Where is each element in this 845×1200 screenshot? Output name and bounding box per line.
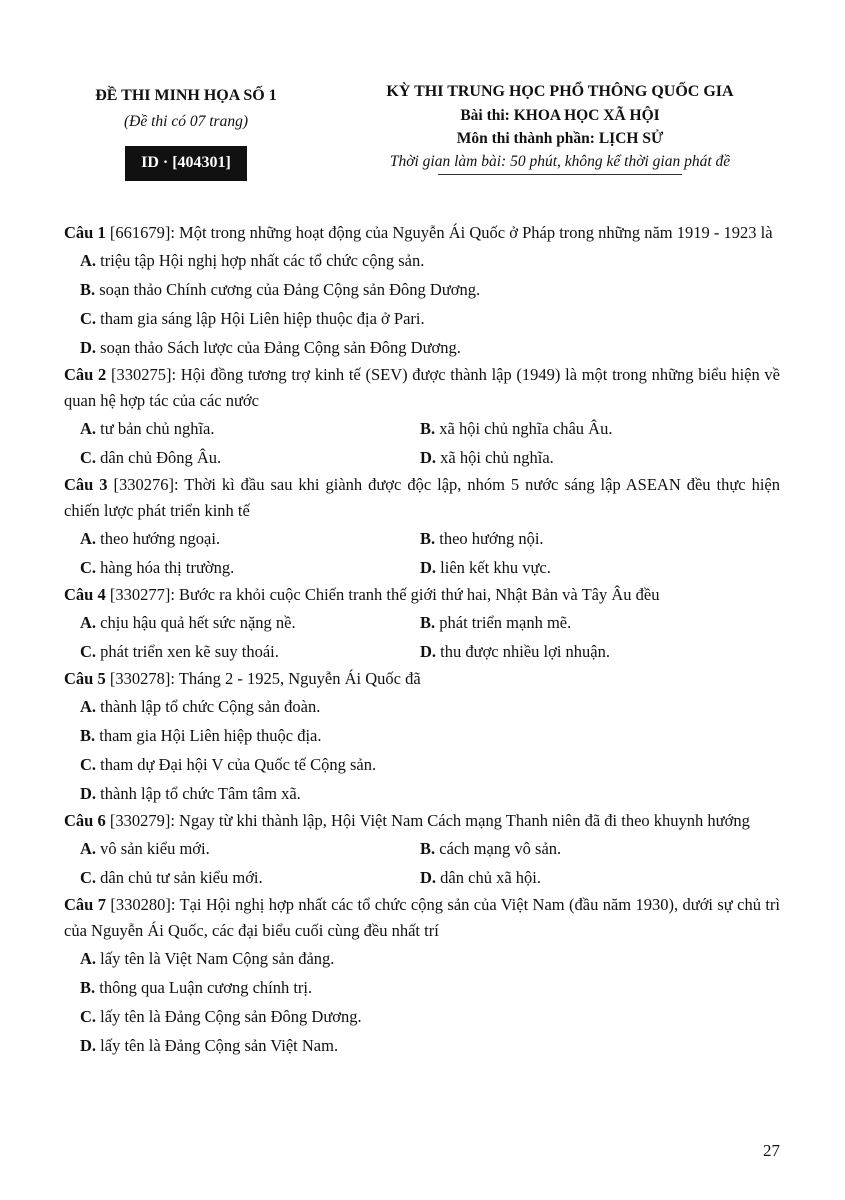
answer-option: [80, 246, 780, 275]
question-label: Câu 7: [64, 895, 106, 914]
question-stem: [64, 472, 780, 524]
answer-option: [420, 608, 760, 637]
option-text: phát triển mạnh mẽ.: [435, 613, 572, 632]
option-row: [80, 553, 780, 582]
option-letter: D.: [420, 868, 437, 887]
answer-options: [80, 944, 780, 1060]
question-stem: [64, 220, 780, 246]
option-letter: D.: [80, 1036, 97, 1055]
answer-option: [80, 443, 420, 472]
option-row: [80, 637, 780, 666]
answer-options: [80, 414, 780, 472]
option-letter: D.: [80, 784, 97, 803]
answer-option: [80, 414, 420, 443]
option-row: [80, 443, 780, 472]
option-letter: A.: [80, 839, 97, 858]
question-label: Câu 1: [64, 223, 106, 242]
question-2: [64, 362, 780, 472]
option-letter: D.: [420, 642, 437, 661]
answer-option: [80, 692, 780, 721]
option-text: lấy tên là Đảng Cộng sản Đông Dương.: [96, 1007, 362, 1026]
question-label: Câu 6: [64, 811, 106, 830]
answer-option: [80, 275, 780, 304]
question-stem: [64, 362, 780, 414]
option-letter: B.: [80, 726, 96, 745]
exam-component: Môn thi thành phần: LỊCH SỬ: [456, 130, 664, 147]
answer-options: [80, 692, 780, 808]
question-stem: [64, 892, 780, 944]
option-text: theo hướng ngoại.: [96, 529, 221, 548]
option-letter: B.: [420, 839, 436, 858]
header-underline: [438, 174, 682, 175]
option-letter: A.: [80, 697, 97, 716]
option-text: thu được nhiều lợi nhuận.: [436, 642, 610, 661]
option-text: dân chủ tư sản kiểu mới.: [96, 868, 263, 887]
option-text: thông qua Luận cương chính trị.: [95, 978, 313, 997]
answer-options: [80, 524, 780, 582]
option-letter: C.: [80, 755, 97, 774]
option-text: soạn thảo Chính cương của Đảng Cộng sản Đông Dương.: [95, 280, 481, 299]
option-letter: B.: [420, 529, 436, 548]
question-stem: [64, 582, 780, 608]
answer-option: [80, 1031, 780, 1060]
option-text: soạn thảo Sách lược của Đảng Cộng sản Đông Dương.: [96, 338, 461, 357]
option-letter: B.: [80, 280, 96, 299]
page-number: 27: [763, 1141, 780, 1160]
option-row: [80, 834, 780, 863]
option-text: tham dự Đại hội V của Quốc tế Cộng sản.: [96, 755, 377, 774]
question-label: Câu 3: [64, 475, 108, 494]
answer-option: [80, 834, 420, 863]
question-text: [330277]: Bước ra khỏi cuộc Chiến tranh thế giới thứ hai, Nhật Bản và Tây Âu đều: [105, 585, 660, 604]
question-text: [661679]: Một trong những hoạt động của Nguyễn Ái Quốc ở Pháp trong những năm 1919 - 1923 là: [105, 223, 773, 242]
option-letter: B.: [80, 978, 96, 997]
question-text: [330279]: Ngay từ khi thành lập, Hội Việt Nam Cách mạng Thanh niên đã đi theo khuynh hướng: [105, 811, 750, 830]
option-letter: C.: [80, 448, 97, 467]
question-list: [64, 220, 780, 1060]
option-letter: C.: [80, 558, 97, 577]
answer-option: [80, 637, 420, 666]
option-text: tham gia sáng lập Hội Liên hiệp thuộc địa ở Pari.: [96, 309, 425, 328]
question-5: [64, 666, 780, 808]
question-4: [64, 582, 780, 666]
answer-options: [80, 246, 780, 362]
answer-option: [420, 553, 760, 582]
answer-option: [80, 553, 420, 582]
exam-title: ĐỀ THI MINH HỌA SỐ 1: [95, 87, 277, 104]
question-7: [64, 892, 780, 1060]
option-letter: D.: [420, 448, 437, 467]
option-row: [80, 524, 780, 553]
option-text: cách mạng vô sản.: [435, 839, 562, 858]
answer-option: [80, 721, 780, 750]
answer-option: [420, 834, 760, 863]
question-6: [64, 808, 780, 892]
answer-option: [420, 637, 760, 666]
question-label: Câu 4: [64, 585, 106, 604]
option-letter: D.: [420, 558, 437, 577]
answer-option: [80, 779, 780, 808]
exam-header-right: [352, 80, 768, 175]
option-text: dân chủ Đông Âu.: [96, 448, 222, 467]
option-letter: A.: [80, 419, 97, 438]
answer-option: [420, 524, 760, 553]
question-text: [330280]: Tại Hội nghị hợp nhất các tổ chức cộng sản của Việt Nam (đầu năm 1930), dưới sự chủ trì của Nguyễn Ái Quốc, các đại biểu cuối cùng đều nhất trí: [64, 895, 781, 940]
exam-name: KỲ THI TRUNG HỌC PHỔ THÔNG QUỐC GIA: [386, 83, 734, 100]
question-text: [330275]: Hội đồng tương trợ kinh tế (SEV) được thành lập (1949) là một trong những biểu hiện về quan hệ hợp tác của các nước: [64, 365, 780, 410]
option-text: phát triển xen kẽ suy thoái.: [96, 642, 279, 661]
option-letter: B.: [420, 613, 436, 632]
question-stem: [64, 666, 780, 692]
option-letter: A.: [80, 949, 97, 968]
answer-option: [80, 973, 780, 1002]
exam-header-left: [70, 84, 302, 181]
option-row: [80, 414, 780, 443]
option-letter: C.: [80, 309, 97, 328]
answer-options: [80, 608, 780, 666]
option-text: vô sản kiểu mới.: [96, 839, 210, 858]
answer-option: [80, 1002, 780, 1031]
answer-option: [420, 414, 760, 443]
option-text: tham gia Hội Liên hiệp thuộc địa.: [95, 726, 322, 745]
question-text: [330276]: Thời kì đầu sau khi giành được độc lập, nhóm 5 nước sáng lập ASEAN đều thực hiện chiến lược phát triển kinh tế: [64, 475, 780, 520]
answer-option: [420, 443, 760, 472]
exam-subject: Bài thi: KHOA HỌC XÃ HỘI: [460, 107, 660, 124]
answer-option: [80, 304, 780, 333]
answer-option: [80, 524, 420, 553]
question-label: Câu 5: [64, 669, 106, 688]
option-letter: A.: [80, 529, 97, 548]
question-1: [64, 220, 780, 362]
option-row: [80, 863, 780, 892]
answer-option: [80, 944, 780, 973]
exam-id-badge: ID · [404301]: [125, 146, 247, 181]
option-text: thành lập tổ chức Cộng sản đoàn.: [96, 697, 321, 716]
option-text: hàng hóa thị trường.: [96, 558, 235, 577]
question-text: [330278]: Tháng 2 - 1925, Nguyễn Ái Quốc đã: [105, 669, 421, 688]
option-text: liên kết khu vực.: [436, 558, 551, 577]
option-letter: A.: [80, 251, 97, 270]
question-3: [64, 472, 780, 582]
answer-option: [80, 863, 420, 892]
option-row: [80, 608, 780, 637]
answer-option: [420, 863, 760, 892]
option-text: theo hướng nội.: [435, 529, 544, 548]
option-text: triệu tập Hội nghị hợp nhất các tổ chức cộng sản.: [96, 251, 425, 270]
pages-note: (Đề thi có 07 trang): [124, 113, 248, 130]
option-letter: B.: [420, 419, 436, 438]
option-text: tư bản chủ nghĩa.: [96, 419, 215, 438]
option-text: dân chủ xã hội.: [436, 868, 541, 887]
option-letter: C.: [80, 1007, 97, 1026]
option-letter: C.: [80, 642, 97, 661]
option-text: lấy tên là Đảng Cộng sản Việt Nam.: [96, 1036, 339, 1055]
exam-time: Thời gian làm bài: 50 phút, không kể thời gian phát đề: [389, 153, 731, 170]
question-stem: [64, 808, 780, 834]
option-text: xã hội chủ nghĩa.: [436, 448, 554, 467]
answer-option: [80, 608, 420, 637]
option-letter: C.: [80, 868, 97, 887]
answer-options: [80, 834, 780, 892]
answer-option: [80, 333, 780, 362]
option-text: lấy tên là Việt Nam Cộng sản đảng.: [96, 949, 335, 968]
option-text: thành lập tổ chức Tâm tâm xã.: [96, 784, 301, 803]
question-label: Câu 2: [64, 365, 107, 384]
option-text: xã hội chủ nghĩa châu Âu.: [435, 419, 613, 438]
answer-option: [80, 750, 780, 779]
option-text: chịu hậu quả hết sức nặng nề.: [96, 613, 296, 632]
option-letter: A.: [80, 613, 97, 632]
option-letter: D.: [80, 338, 97, 357]
